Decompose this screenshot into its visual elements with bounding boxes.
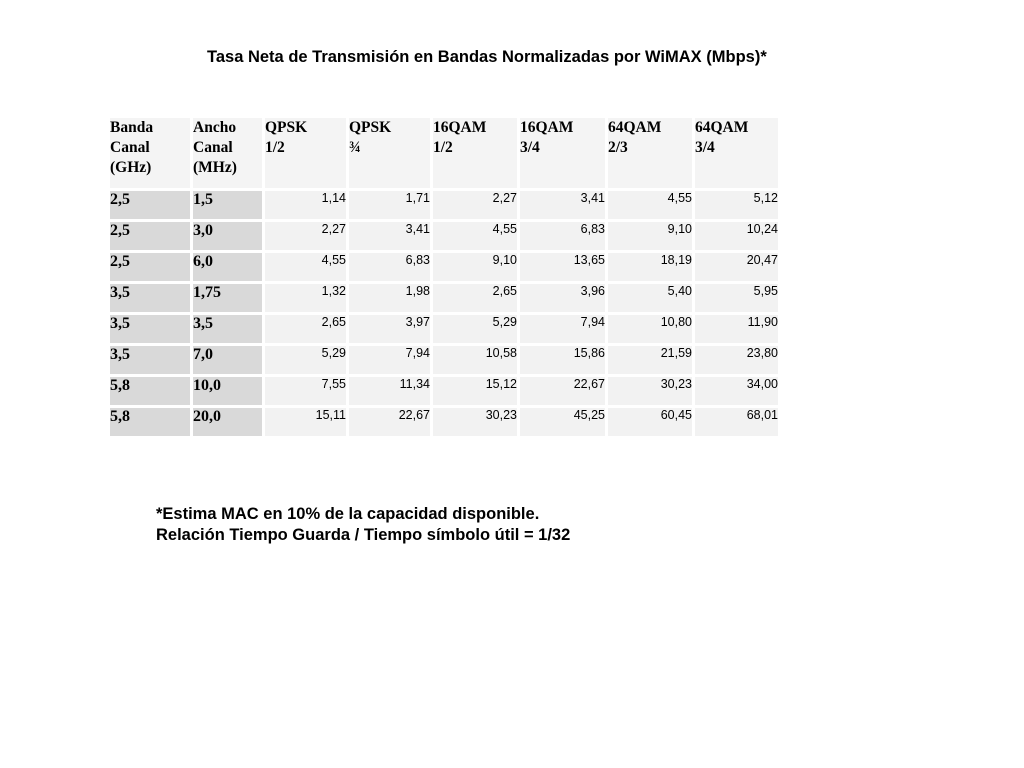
rate-cell: 22,67 bbox=[349, 408, 430, 436]
rate-cell: 60,45 bbox=[608, 408, 692, 436]
rate-cell: 4,55 bbox=[265, 253, 346, 281]
channel-width-cell: 1,75 bbox=[193, 284, 262, 312]
rate-cell: 10,58 bbox=[433, 346, 517, 374]
rate-cell: 9,10 bbox=[433, 253, 517, 281]
column-header-line: 2/3 bbox=[608, 139, 628, 156]
table-body bbox=[110, 191, 778, 436]
rate-cell: 5,12 bbox=[695, 191, 778, 219]
column-header-line: 3/4 bbox=[695, 139, 715, 156]
column-header-line: 3/4 bbox=[520, 139, 540, 156]
channel-width-cell: 20,0 bbox=[193, 408, 262, 436]
rate-cell: 6,83 bbox=[520, 222, 605, 250]
table-row bbox=[110, 284, 778, 312]
rate-cell: 45,25 bbox=[520, 408, 605, 436]
rate-cell: 22,67 bbox=[520, 377, 605, 405]
table-row bbox=[110, 408, 778, 436]
rates-table bbox=[107, 115, 781, 439]
column-header-line: Canal bbox=[110, 139, 150, 156]
column-header bbox=[110, 118, 190, 188]
column-header-line: 1/2 bbox=[433, 139, 453, 156]
column-header-line: 16QAM bbox=[433, 119, 487, 136]
rate-cell: 3,96 bbox=[520, 284, 605, 312]
column-header-line: (MHz) bbox=[193, 159, 237, 176]
rate-cell: 11,34 bbox=[349, 377, 430, 405]
rate-cell: 10,80 bbox=[608, 315, 692, 343]
band-cell: 3,5 bbox=[110, 315, 190, 343]
rate-cell: 15,12 bbox=[433, 377, 517, 405]
column-header-line: 64QAM bbox=[695, 119, 749, 136]
channel-width-cell: 10,0 bbox=[193, 377, 262, 405]
rate-cell: 11,90 bbox=[695, 315, 778, 343]
rate-cell: 5,29 bbox=[265, 346, 346, 374]
column-header-line: ¾ bbox=[349, 139, 361, 156]
rate-cell: 3,41 bbox=[520, 191, 605, 219]
rate-cell: 15,86 bbox=[520, 346, 605, 374]
column-header bbox=[265, 118, 346, 188]
band-cell: 3,5 bbox=[110, 284, 190, 312]
rate-cell: 15,11 bbox=[265, 408, 346, 436]
rate-cell: 4,55 bbox=[608, 191, 692, 219]
rate-cell: 2,27 bbox=[265, 222, 346, 250]
rate-cell: 4,55 bbox=[433, 222, 517, 250]
column-header-line: Banda bbox=[110, 119, 154, 136]
footnotes bbox=[156, 504, 570, 546]
rate-cell: 13,65 bbox=[520, 253, 605, 281]
rate-cell: 2,65 bbox=[265, 315, 346, 343]
rate-cell: 10,24 bbox=[695, 222, 778, 250]
rate-cell: 9,10 bbox=[608, 222, 692, 250]
footnote-mac: *Estima MAC en 10% de la capacidad disponible. bbox=[156, 505, 540, 523]
rate-cell: 1,71 bbox=[349, 191, 430, 219]
column-header bbox=[520, 118, 605, 188]
rate-cell: 1,98 bbox=[349, 284, 430, 312]
table-header-row bbox=[110, 118, 778, 188]
rate-cell: 30,23 bbox=[433, 408, 517, 436]
column-header bbox=[433, 118, 517, 188]
table-row bbox=[110, 191, 778, 219]
column-header-line: 64QAM bbox=[608, 119, 662, 136]
channel-width-cell: 7,0 bbox=[193, 346, 262, 374]
column-header-line: 16QAM bbox=[520, 119, 574, 136]
channel-width-cell: 6,0 bbox=[193, 253, 262, 281]
column-header-line: QPSK bbox=[349, 119, 392, 136]
column-header-line: Ancho bbox=[193, 119, 237, 136]
table-row bbox=[110, 222, 778, 250]
band-cell: 3,5 bbox=[110, 346, 190, 374]
table-row bbox=[110, 315, 778, 343]
rate-cell: 18,19 bbox=[608, 253, 692, 281]
rate-cell: 1,14 bbox=[265, 191, 346, 219]
band-cell: 5,8 bbox=[110, 377, 190, 405]
rate-cell: 6,83 bbox=[349, 253, 430, 281]
rate-cell: 3,97 bbox=[349, 315, 430, 343]
channel-width-cell: 1,5 bbox=[193, 191, 262, 219]
rate-cell: 7,94 bbox=[520, 315, 605, 343]
footnote-guard-ratio: Relación Tiempo Guarda / Tiempo símbolo útil = 1/32 bbox=[156, 526, 571, 544]
rate-cell: 5,40 bbox=[608, 284, 692, 312]
rate-cell: 5,95 bbox=[695, 284, 778, 312]
band-cell: 2,5 bbox=[110, 191, 190, 219]
rate-cell: 1,32 bbox=[265, 284, 346, 312]
band-cell: 2,5 bbox=[110, 253, 190, 281]
column-header-line: Canal bbox=[193, 139, 233, 156]
channel-width-cell: 3,5 bbox=[193, 315, 262, 343]
rate-cell: 3,41 bbox=[349, 222, 430, 250]
column-header bbox=[695, 118, 778, 188]
rate-cell: 34,00 bbox=[695, 377, 778, 405]
rate-cell: 2,65 bbox=[433, 284, 517, 312]
table-row bbox=[110, 346, 778, 374]
band-cell: 2,5 bbox=[110, 222, 190, 250]
column-header-line: QPSK bbox=[265, 119, 308, 136]
rate-cell: 30,23 bbox=[608, 377, 692, 405]
page-title-text: Tasa Neta de Transmisión en Bandas Normalizadas por WiMAX (Mbps)* bbox=[207, 48, 767, 66]
rate-cell: 23,80 bbox=[695, 346, 778, 374]
column-header bbox=[349, 118, 430, 188]
rate-cell: 5,29 bbox=[433, 315, 517, 343]
band-cell: 5,8 bbox=[110, 408, 190, 436]
rate-cell: 7,55 bbox=[265, 377, 346, 405]
table-row bbox=[110, 377, 778, 405]
column-header-line: 1/2 bbox=[265, 139, 285, 156]
column-header bbox=[193, 118, 262, 188]
rate-cell: 2,27 bbox=[433, 191, 517, 219]
column-header bbox=[608, 118, 692, 188]
table-row bbox=[110, 253, 778, 281]
rate-cell: 20,47 bbox=[695, 253, 778, 281]
channel-width-cell: 3,0 bbox=[193, 222, 262, 250]
column-header-line: (GHz) bbox=[110, 159, 152, 176]
rate-cell: 68,01 bbox=[695, 408, 778, 436]
rate-cell: 21,59 bbox=[608, 346, 692, 374]
rate-cell: 7,94 bbox=[349, 346, 430, 374]
